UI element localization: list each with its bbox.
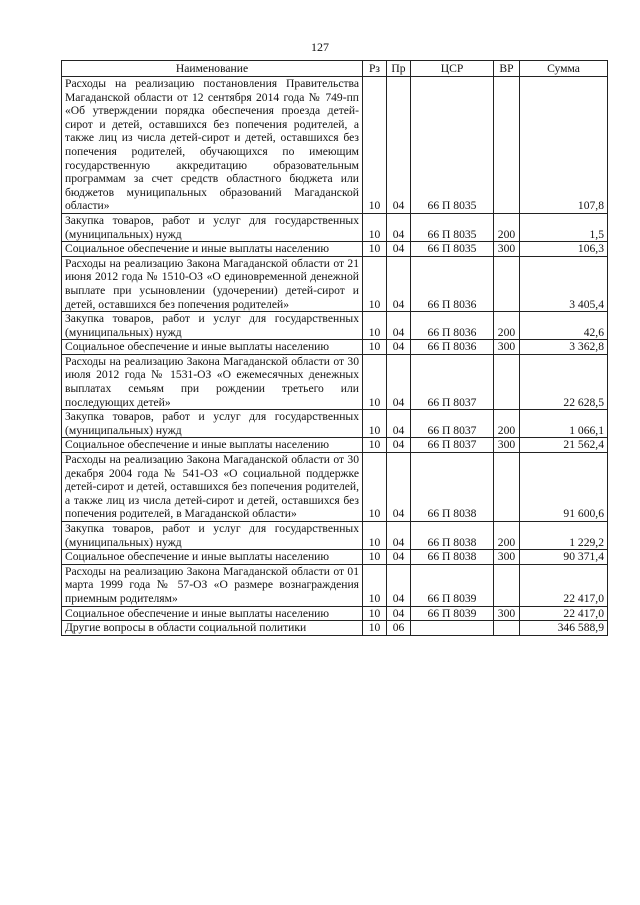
row-csr: 66 П 8035 [411,242,494,257]
row-vr: 200 [494,410,520,438]
row-sum: 106,3 [520,242,608,257]
row-pr: 04 [387,256,411,311]
row-name: Закупка товаров, работ и услуг для государственных (муниципальных) нужд [62,213,363,241]
row-name: Расходы на реализацию Закона Магаданской области от 21 июня 2012 года № 1510-ОЗ «О единовременной денежной выплате при усыновлении (удочерении) детей-сирот и детей, оставшихся без попечения родителей» [62,256,363,311]
row-sum: 91 600,6 [520,453,608,522]
row-vr: 200 [494,312,520,340]
row-rz: 10 [363,242,387,257]
table-row [62,550,608,565]
row-sum: 22 628,5 [520,354,608,409]
row-vr: 200 [494,522,520,550]
row-pr: 04 [387,242,411,257]
row-sum: 3 362,8 [520,340,608,355]
table-row [62,77,608,214]
row-csr: 66 П 8038 [411,522,494,550]
row-name: Другие вопросы в области социальной политики [62,621,363,636]
row-csr: 66 П 8039 [411,564,494,606]
row-csr: 66 П 8036 [411,312,494,340]
row-vr [494,621,520,636]
row-csr: 66 П 8037 [411,410,494,438]
table-row [62,410,608,438]
row-pr: 04 [387,606,411,621]
header-rz: Рз [363,61,387,77]
row-pr: 04 [387,453,411,522]
row-pr: 04 [387,410,411,438]
header-vr: ВР [494,61,520,77]
row-sum: 42,6 [520,312,608,340]
row-pr: 04 [387,213,411,241]
row-sum: 3 405,4 [520,256,608,311]
row-vr: 300 [494,242,520,257]
row-csr: 66 П 8038 [411,453,494,522]
table-row [62,354,608,409]
row-vr [494,453,520,522]
row-csr: 66 П 8039 [411,606,494,621]
row-rz: 10 [363,453,387,522]
row-name: Закупка товаров, работ и услуг для государственных (муниципальных) нужд [62,522,363,550]
row-rz: 10 [363,256,387,311]
row-csr: 66 П 8036 [411,340,494,355]
row-vr [494,564,520,606]
row-name: Расходы на реализацию постановления Правительства Магаданской области от 12 сентября 2014 года № 749-пп «Об утверждении порядка обеспечения проезда детей-сирот и детей, оставшихся без попечения родителей, а также лиц из числа детей-сирот и детей, оставшихся без попечения родителей, обучающихся по имеющим государственную аккредитацию образовательным программам за счет средств областного бюджета или бюджетов муниципальных образований Магаданской области» [62,77,363,214]
row-sum: 346 588,9 [520,621,608,636]
row-vr: 300 [494,340,520,355]
header-sum: Сумма [520,61,608,77]
row-pr: 04 [387,312,411,340]
row-csr [411,621,494,636]
row-pr: 04 [387,77,411,214]
row-name: Закупка товаров, работ и услуг для государственных (муниципальных) нужд [62,312,363,340]
row-sum: 90 371,4 [520,550,608,565]
row-pr: 04 [387,522,411,550]
row-csr: 66 П 8036 [411,256,494,311]
row-sum: 1 066,1 [520,410,608,438]
row-rz: 10 [363,606,387,621]
row-rz: 10 [363,621,387,636]
row-rz: 10 [363,312,387,340]
budget-table [61,60,608,636]
row-vr: 300 [494,550,520,565]
row-csr: 66 П 8038 [411,550,494,565]
row-vr [494,354,520,409]
row-pr: 04 [387,354,411,409]
row-name: Социальное обеспечение и иные выплаты населению [62,242,363,257]
row-pr: 04 [387,564,411,606]
row-csr: 66 П 8037 [411,438,494,453]
row-name: Социальное обеспечение и иные выплаты населению [62,606,363,621]
row-sum: 22 417,0 [520,564,608,606]
row-name: Социальное обеспечение и иные выплаты населению [62,550,363,565]
row-name: Социальное обеспечение и иные выплаты населению [62,438,363,453]
row-name: Расходы на реализацию Закона Магаданской области от 30 июля 2012 года № 1531-ОЗ «О ежемесячных денежных выплатах семьям при рождении третьего или последующих детей» [62,354,363,409]
table-row [62,213,608,241]
row-csr: 66 П 8037 [411,354,494,409]
row-vr [494,77,520,214]
row-rz: 10 [363,77,387,214]
row-rz: 10 [363,410,387,438]
row-rz: 10 [363,522,387,550]
table-row [62,242,608,257]
row-csr: 66 П 8035 [411,77,494,214]
row-name: Социальное обеспечение и иные выплаты населению [62,340,363,355]
row-rz: 10 [363,354,387,409]
row-csr: 66 П 8035 [411,213,494,241]
table-row [62,606,608,621]
row-sum: 21 562,4 [520,438,608,453]
row-name: Расходы на реализацию Закона Магаданской области от 01 марта 1999 года № 57-ОЗ «О размере вознаграждения приемным родителям» [62,564,363,606]
row-rz: 10 [363,564,387,606]
row-name: Расходы на реализацию Закона Магаданской области от 30 декабря 2004 года № 541-ОЗ «О социальной поддержке детей-сирот и детей, оставшихся без попечения родителей, а также лиц из числа детей-сирот и детей, оставшихся без попечения родителей, в Магаданской области» [62,453,363,522]
row-sum: 22 417,0 [520,606,608,621]
row-name: Закупка товаров, работ и услуг для государственных (муниципальных) нужд [62,410,363,438]
row-rz: 10 [363,550,387,565]
header-name: Наименование [62,61,363,77]
row-pr: 04 [387,438,411,453]
row-vr [494,256,520,311]
row-sum: 1 229,2 [520,522,608,550]
header-csr: ЦСР [411,61,494,77]
page-number: 127 [311,40,329,54]
table-row [62,522,608,550]
row-vr: 200 [494,213,520,241]
row-rz: 10 [363,438,387,453]
table-row [62,340,608,355]
row-pr: 04 [387,550,411,565]
row-rz: 10 [363,213,387,241]
row-sum: 1,5 [520,213,608,241]
row-pr: 06 [387,621,411,636]
row-vr: 300 [494,438,520,453]
row-pr: 04 [387,340,411,355]
table-row [62,621,608,636]
table-row [62,438,608,453]
table-row [62,564,608,606]
row-sum: 107,8 [520,77,608,214]
table-row [62,312,608,340]
row-vr: 300 [494,606,520,621]
header-row [62,61,608,77]
table-row [62,256,608,311]
header-pr: Пр [387,61,411,77]
row-rz: 10 [363,340,387,355]
table-row [62,453,608,522]
